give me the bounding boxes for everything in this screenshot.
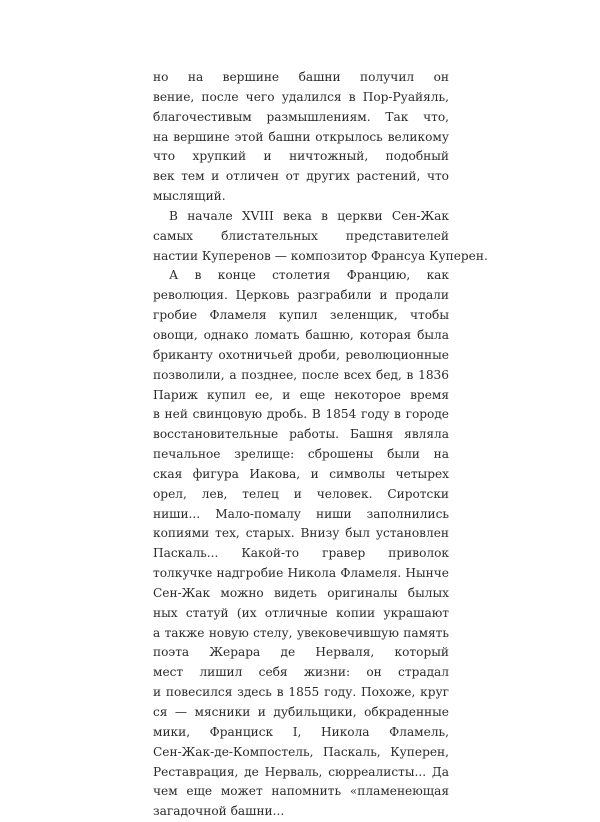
text-line: благочестивым размышлениям. Так что, [153,109,449,124]
text-line: что хрупкий и ничтожный, подобный [153,149,449,164]
text-line: печальное зрелище: сброшены были на [153,447,449,462]
text-line: восстановительные работы. Башня являла [153,427,449,442]
text-line: век тем и отличен от других растений, что [153,169,449,184]
text-line: вение, после чего удалился в Пор-Руайяль, [153,89,449,104]
text-line: ская фигура Иакова, и символы четырех [153,466,449,481]
text-line: поэта Жерара де Нерваля, который [153,645,449,660]
text-line: А в конце столетия Францию, как [169,268,449,283]
text-line: орел, лев, телец и человек. Сиротски [153,486,449,501]
text-line: бриканту охотничьей дроби, революционные [153,347,449,362]
text-line: позволили, а позднее, после всех бед, в 1836 [153,367,449,382]
text-line: настии Куперенов — композитор Франсуа Куперен. [153,248,488,263]
text-line: копиями тех, старых. Внизу был установлен [153,526,449,541]
text-line: чем еще может напомнить «пламенеющая [153,784,449,799]
text-line: а также новую стелу, увековечившую память [153,625,449,640]
text-line: гробие Фламеля купил зеленщик, чтобы [153,308,449,323]
text-line: ниши... Мало-помалу ниши заполнились [153,506,449,521]
text-line: в ней свинцовую дробь. В 1854 году в городе [153,407,449,422]
text-line: ся — мясники и дубильщики, обкраденные [153,705,449,719]
text-line: толкучке надгробие Никола Фламеля. Нынче [153,566,449,581]
text-line: революция. Церковь разграбили и продали [153,288,449,303]
text-line: самых блистательных представителей [153,228,449,243]
text-line: загадочной башни... [153,804,285,819]
text-line: и повесился здесь в 1855 году. Похоже, круг [153,685,449,700]
text-line: Реставрация, де Нерваль, сюрреалисты... Да [153,764,449,779]
text-line: Сен-Жак-де-Компостель, Паскаль, Куперен, [153,744,449,759]
text-line: мыслящий. [153,189,226,204]
text-line: Паскаль... Какой-то гравер приволок [153,546,449,561]
text-line: овощи, однако ломать башню, которая была [153,327,449,342]
text-line: на вершине этой башни открылось великому [153,129,449,144]
body-text [153,68,488,822]
text-line: Париж купил ее, и еще некоторое время [153,387,449,402]
text-line: мест лишил себя жизни: он страдал [153,665,449,680]
text-line: В начале XVIII века в церкви Сен-Жак [169,208,449,223]
text-line: но на вершине башни получил он [153,70,449,84]
text-line: ных статуй (их отличные копии украшают [153,605,449,620]
text-line: Сен-Жак можно видеть оригиналы былых [153,585,449,600]
text-line: мики, Франциск I, Никола Фламель, [153,724,449,739]
